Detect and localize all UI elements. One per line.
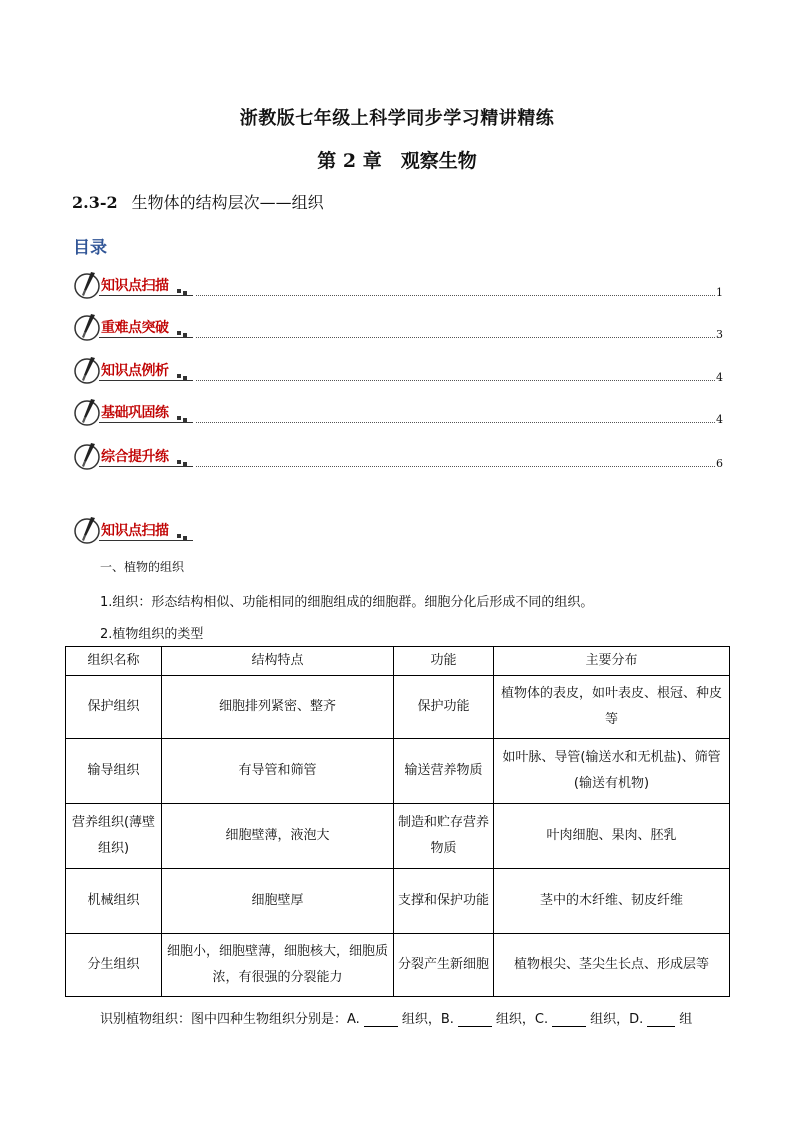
column-header: 结构特点	[162, 647, 394, 676]
question-text: 组	[679, 1012, 693, 1027]
table-cell: 输导组织	[66, 739, 162, 804]
table-cell: 保护组织	[66, 676, 162, 739]
table-cell: 制造和贮存营养物质	[394, 804, 494, 869]
blank-d[interactable]	[647, 1014, 675, 1027]
table-cell: 茎中的木纤维、韧皮纤维	[494, 869, 730, 934]
toc-label: 基础巩固练	[101, 405, 169, 421]
column-header: 主要分布	[494, 647, 730, 676]
table-row	[66, 676, 730, 739]
section-badge-label: 知识点扫描	[101, 523, 169, 539]
toc-page: 3	[716, 328, 723, 341]
blank-a[interactable]	[364, 1014, 398, 1027]
table-cell: 分生组织	[66, 934, 162, 997]
subheading-plant-tissue: 一、植物的组织	[100, 560, 185, 574]
dot-leader	[196, 380, 715, 381]
toc-page: 4	[716, 413, 723, 426]
table-row	[66, 804, 730, 869]
table-cell: 机械组织	[66, 869, 162, 934]
column-header: 组织名称	[66, 647, 162, 676]
tissue-table	[65, 646, 730, 997]
toc-page: 1	[716, 286, 723, 299]
dot-leader	[196, 295, 715, 296]
toc-entry[interactable]	[73, 355, 723, 385]
table-cell: 有导管和筛管	[162, 739, 394, 804]
dot-leader	[196, 422, 715, 423]
table-cell: 细胞壁厚	[162, 869, 394, 934]
table-cell: 细胞排列紧密、整齐	[162, 676, 394, 739]
table-row	[66, 934, 730, 997]
table-cell: 植物根尖、茎尖生长点、形成层等	[494, 934, 730, 997]
toc-entry[interactable]	[73, 312, 723, 342]
question-text: 组织，C.	[495, 1012, 549, 1027]
identify-tissue-question	[100, 1008, 692, 1027]
table-row	[66, 869, 730, 934]
document-title: 浙教版七年级上科学同步学习精讲精练	[239, 108, 555, 129]
toc-badge	[73, 397, 197, 427]
types-paragraph: 2.植物组织的类型	[100, 627, 204, 642]
toc-badge	[73, 270, 197, 300]
toc-badge	[73, 355, 197, 385]
section-number: 2.3-2	[72, 193, 118, 212]
table-cell: 输送营养物质	[394, 739, 494, 804]
table-cell: 支撑和保护功能	[394, 869, 494, 934]
toc-badge	[73, 312, 197, 342]
toc-heading: 目录	[73, 238, 107, 258]
table-cell: 叶肉细胞、果肉、胚乳	[494, 804, 730, 869]
dot-leader	[196, 337, 715, 338]
chapter-title: 第 2 章 观察生物	[317, 150, 477, 172]
section-name: 生物体的结构层次——组织	[131, 193, 324, 212]
table-cell: 植物体的表皮，如叶表皮、根冠、种皮等	[494, 676, 730, 739]
toc-label: 重难点突破	[101, 320, 169, 336]
table-row	[66, 739, 730, 804]
toc-page: 4	[716, 371, 723, 384]
question-text: 识别植物组织：图中四种生物组织分别是：A.	[100, 1012, 360, 1027]
section-title	[72, 190, 324, 213]
table-cell: 保护功能	[394, 676, 494, 739]
toc-entry[interactable]	[73, 270, 723, 300]
table-cell: 细胞壁薄，液泡大	[162, 804, 394, 869]
toc-label: 知识点例析	[101, 363, 169, 379]
dot-leader	[196, 466, 715, 467]
toc-label: 知识点扫描	[101, 278, 169, 294]
toc-label: 综合提升练	[101, 449, 169, 465]
table-header-row	[66, 647, 730, 676]
question-text: 组织，D.	[590, 1012, 644, 1027]
section-badge	[73, 515, 197, 545]
blank-b[interactable]	[458, 1014, 492, 1027]
table-cell: 分裂产生新细胞	[394, 934, 494, 997]
toc-page: 6	[716, 457, 723, 470]
column-header: 功能	[394, 647, 494, 676]
table-cell: 细胞小，细胞壁薄，细胞核大，细胞质浓，有很强的分裂能力	[162, 934, 394, 997]
toc-entry[interactable]	[73, 441, 723, 471]
table-cell: 如叶脉、导管(输送水和无机盐)、筛管(输送有机物)	[494, 739, 730, 804]
table-cell: 营养组织(薄壁组织)	[66, 804, 162, 869]
blank-c[interactable]	[552, 1014, 586, 1027]
definition-paragraph: 1.组织：形态结构相似、功能相同的细胞组成的细胞群。细胞分化后形成不同的组织。	[100, 595, 594, 610]
toc-badge	[73, 441, 197, 471]
toc-entry[interactable]	[73, 397, 723, 427]
question-text: 组织，B.	[401, 1012, 454, 1027]
